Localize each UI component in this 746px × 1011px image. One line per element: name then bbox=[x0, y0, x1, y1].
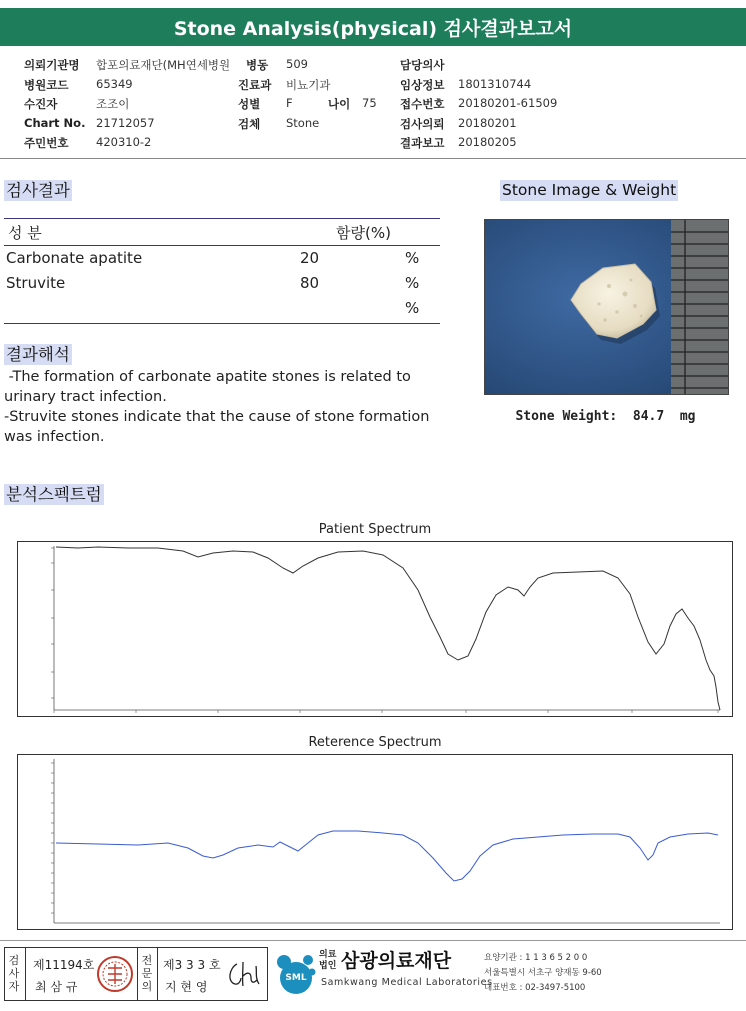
footer-top-rule bbox=[0, 940, 746, 941]
org-name: 삼광의료재단 bbox=[341, 950, 452, 972]
request-value: 20180201 bbox=[458, 116, 517, 130]
sml-logo-icon bbox=[272, 950, 320, 996]
examiner-license-no: 제11194호 bbox=[33, 958, 95, 972]
col-content-header: 함량(%) bbox=[336, 224, 391, 242]
result-name-1: Carbonate apatite bbox=[6, 249, 143, 267]
org-address: 서울특별시 서초구 양재동 9-60 bbox=[484, 968, 602, 978]
org-type-tag-1: 의료 bbox=[319, 950, 337, 960]
patient-spectrum-chart bbox=[17, 541, 733, 717]
interpretation-line-3: -Struvite stones indicate that the cause of stone formation bbox=[4, 409, 430, 425]
chart-no-value: 21712057 bbox=[96, 116, 155, 130]
signature-divider-1 bbox=[25, 948, 26, 1000]
patient-value: 조조이 bbox=[96, 97, 130, 111]
sex-label: 성별 bbox=[238, 97, 261, 111]
report-label: 결과보고 bbox=[400, 136, 445, 150]
org-english-name: Samkwang Medical Laboratories bbox=[321, 977, 493, 988]
stone-photo bbox=[484, 219, 729, 395]
specialist-vertical-label: 전문의 bbox=[141, 954, 153, 993]
resident-value: 420310-2 bbox=[96, 135, 152, 149]
interpretation-title: 결과해석 bbox=[6, 345, 70, 364]
result-unit-1: % bbox=[405, 249, 420, 267]
hospital-code-value: 65349 bbox=[96, 77, 133, 91]
sex-value: F bbox=[286, 96, 293, 110]
result-name-2: Struvite bbox=[6, 274, 66, 292]
stone-image-title: Stone Image & Weight bbox=[502, 181, 677, 199]
ward-value: 509 bbox=[286, 57, 308, 71]
signature-divider-3 bbox=[157, 948, 158, 1000]
request-label: 검사의뢰 bbox=[400, 117, 445, 131]
col-component-header: 성 분 bbox=[8, 224, 42, 242]
specialist-license-no: 제3 3 3 호 bbox=[163, 958, 221, 972]
hospital-code-label: 병원코드 bbox=[24, 78, 69, 92]
age-label: 나이 bbox=[328, 97, 351, 111]
org-type-tag bbox=[319, 950, 336, 972]
institution-label: 의뢰기관명 bbox=[24, 58, 80, 72]
examiner-seal-icon bbox=[95, 954, 135, 994]
patient-spectrum-title: Patient Spectrum bbox=[318, 522, 432, 537]
receipt-value: 20180201-61509 bbox=[458, 96, 558, 110]
specimen-label: 검체 bbox=[238, 117, 261, 131]
interpretation-line-2: urinary tract infection. bbox=[4, 389, 167, 405]
doctor-label: 담당의사 bbox=[400, 58, 445, 72]
clinical-label: 임상정보 bbox=[400, 78, 445, 92]
clinical-value: 1801310744 bbox=[458, 77, 532, 91]
info-divider bbox=[0, 158, 746, 159]
receipt-label: 접수번호 bbox=[400, 97, 445, 111]
dept-label: 진료과 bbox=[238, 78, 272, 92]
results-title: 검사결과 bbox=[6, 181, 70, 200]
org-type-tag-2: 법인 bbox=[319, 961, 337, 971]
institution-value: 합포의료재단(MH연세병원 bbox=[96, 58, 231, 72]
reference-spectrum-title: Reterence Spectrum bbox=[308, 735, 442, 750]
table-bottom-rule bbox=[4, 323, 440, 324]
report-title: Stone Analysis(physical) 검사결과보고서 bbox=[0, 8, 746, 46]
age-value: 75 bbox=[362, 96, 377, 110]
result-unit-2: % bbox=[405, 274, 420, 292]
signature-divider-2 bbox=[137, 948, 138, 1000]
report-value: 20180205 bbox=[458, 135, 517, 149]
result-unit-3: % bbox=[405, 299, 420, 317]
org-code: 요양기관 : 1 1 3 6 5 2 0 0 bbox=[484, 953, 588, 963]
signature-box bbox=[4, 947, 268, 1001]
stone-weight: Stone Weight: 84.7 mg bbox=[515, 409, 696, 424]
result-value-2: 80 bbox=[300, 274, 320, 292]
reference-spectrum-chart bbox=[17, 754, 733, 930]
table-top-rule bbox=[4, 218, 440, 219]
examiner-vertical-label: 검사자 bbox=[8, 954, 20, 993]
specimen-value: Stone bbox=[286, 116, 320, 130]
result-value-1: 20 bbox=[300, 249, 320, 267]
dept-value: 비뇨기과 bbox=[286, 78, 331, 92]
spectrum-title: 분석스펙트럼 bbox=[6, 485, 102, 504]
examiner-name: 최 삼 규 bbox=[35, 980, 78, 994]
resident-label: 주민번호 bbox=[24, 136, 69, 150]
ward-label: 병동 bbox=[246, 58, 269, 72]
patient-label: 수진자 bbox=[24, 97, 58, 111]
sml-logo-text: SML bbox=[285, 973, 307, 983]
interpretation-line-1: -The formation of carbonate apatite stones is related to bbox=[4, 369, 411, 385]
org-phone: 대표번호 : 02-3497-5100 bbox=[484, 983, 586, 993]
table-header-rule bbox=[4, 245, 440, 246]
interpretation-line-4: was infection. bbox=[4, 429, 105, 445]
specialist-name: 지 현 영 bbox=[165, 980, 208, 994]
chart-no-label: Chart No. bbox=[24, 116, 86, 130]
specialist-signature-icon bbox=[223, 956, 263, 992]
